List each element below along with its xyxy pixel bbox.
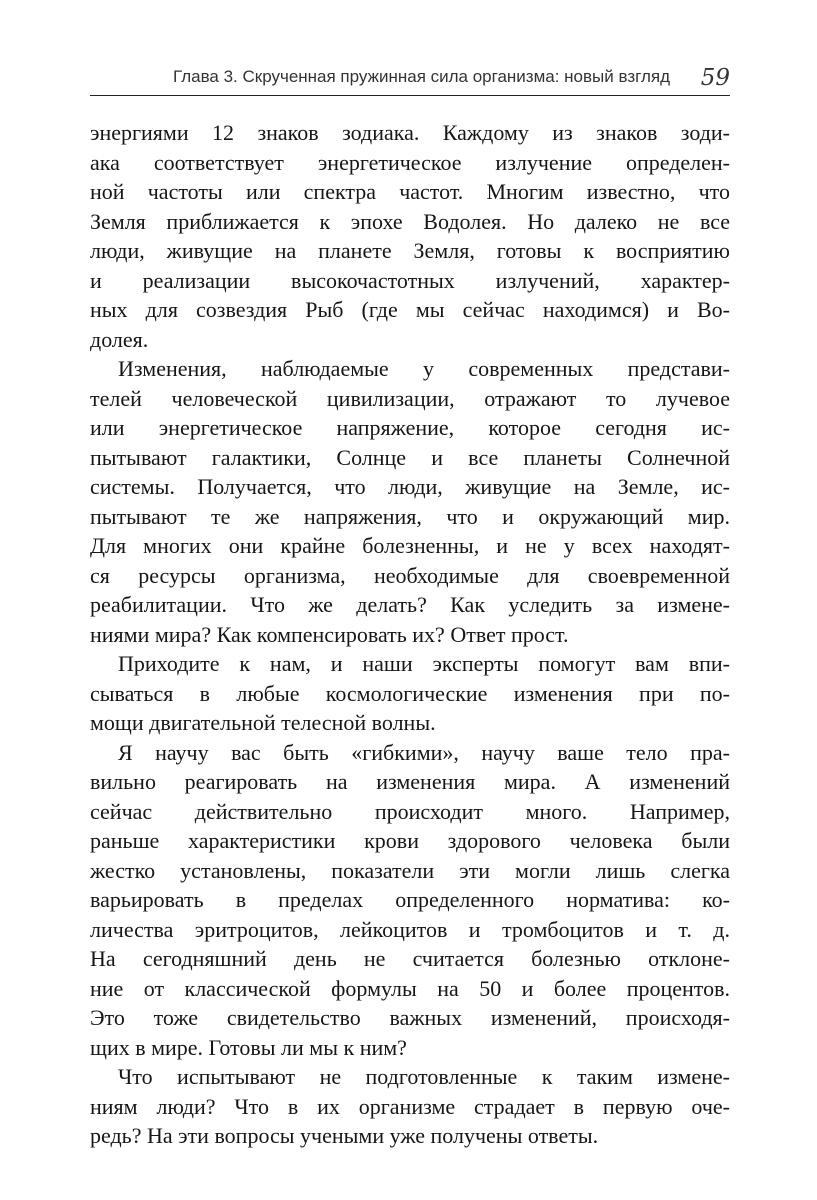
text-line: ниями мира? Как компенсировать их? Ответ прост. [90, 621, 569, 647]
text-line: люди, живущие на планете Земля, готовы к восприятию [90, 238, 730, 263]
text-line: редь? На эти вопросы учеными уже получены ответы. [90, 1123, 599, 1148]
text-line: На сегодняшний день не считается болезнью отклоне- [90, 946, 730, 971]
text-line: долея. [90, 326, 149, 352]
text-line: ся ресурсы организма, необходимые для своевременной [90, 562, 730, 588]
text-line: жестко установлены, показатели эти могли лишь слегка [90, 857, 730, 883]
text-line: Изменения, наблюдаемые у современных представи- [118, 356, 730, 381]
text-line: Я научу вас быть «гибкими», научу ваше тело пра- [118, 739, 730, 765]
text-line: сейчас действительно происходит много. Например, [90, 798, 730, 824]
text-line: щих в мире. Готовы ли мы к ним? [90, 1034, 407, 1060]
body-text [90, 118, 730, 1151]
text-line: ние от классической формулы на 50 и более процентов. [90, 975, 730, 1001]
text-line: реабилитации. Что же делать? Как уследить за измене- [90, 592, 730, 617]
text-line: энергиями 12 знаков зодиака. Каждому из знаков зоди- [90, 120, 730, 145]
text-line: Земля приближается к эпохе Водолея. Но далеко не все [90, 208, 730, 234]
text-line: телей человеческой цивилизации, отражают то лучевое [90, 385, 730, 411]
text-line: и реализации высокочастотных излучений, характер- [90, 267, 730, 293]
text-line: вильно реагировать на изменения мира. А изменений [90, 769, 730, 794]
text-line: ной частоты или спектра частот. Многим известно, что [90, 179, 730, 204]
text-line: ниям люди? Что в их организме страдает в первую оче- [90, 1093, 730, 1119]
text-line: раньше характеристики крови здорового человека были [90, 828, 730, 853]
text-line: пытывают галактики, Солнце и все планеты Солнечной [90, 444, 730, 470]
text-line: мощи двигательной телесной волны. [90, 710, 436, 735]
text-line: Приходите к нам, и наши эксперты помогут вам впи- [118, 651, 730, 676]
running-title: Глава 3. Скрученная пружинная сила организма: новый взгляд [172, 67, 670, 86]
text-line: пытывают те же напряжения, что и окружающий мир. [90, 503, 730, 529]
text-line: Что испытывают не подготовленные к таким измене- [118, 1064, 730, 1089]
page-number: 59 [700, 65, 730, 91]
text-line: сываться в любые космологические изменения при по- [90, 680, 730, 706]
running-header [90, 60, 730, 96]
text-line: системы. Получается, что люди, живущие на Земле, ис- [90, 474, 730, 499]
text-line: личества эритроцитов, лейкоцитов и тромбоцитов и т. д. [90, 916, 730, 942]
text-line: ных для созвездия Рыб (где мы сейчас находимся) и Во- [90, 297, 730, 322]
text-line: Это тоже свидетельство важных изменений, происходя- [90, 1005, 730, 1030]
text-line: Для многих они крайне болезненны, и не у всех находят- [90, 533, 730, 558]
text-line: ака соответствует энергетическое излучение определен- [90, 149, 730, 175]
text-line: варьировать в пределах определенного норматива: ко- [90, 887, 730, 912]
text-line: или энергетическое напряжение, которое сегодня ис- [90, 415, 730, 440]
